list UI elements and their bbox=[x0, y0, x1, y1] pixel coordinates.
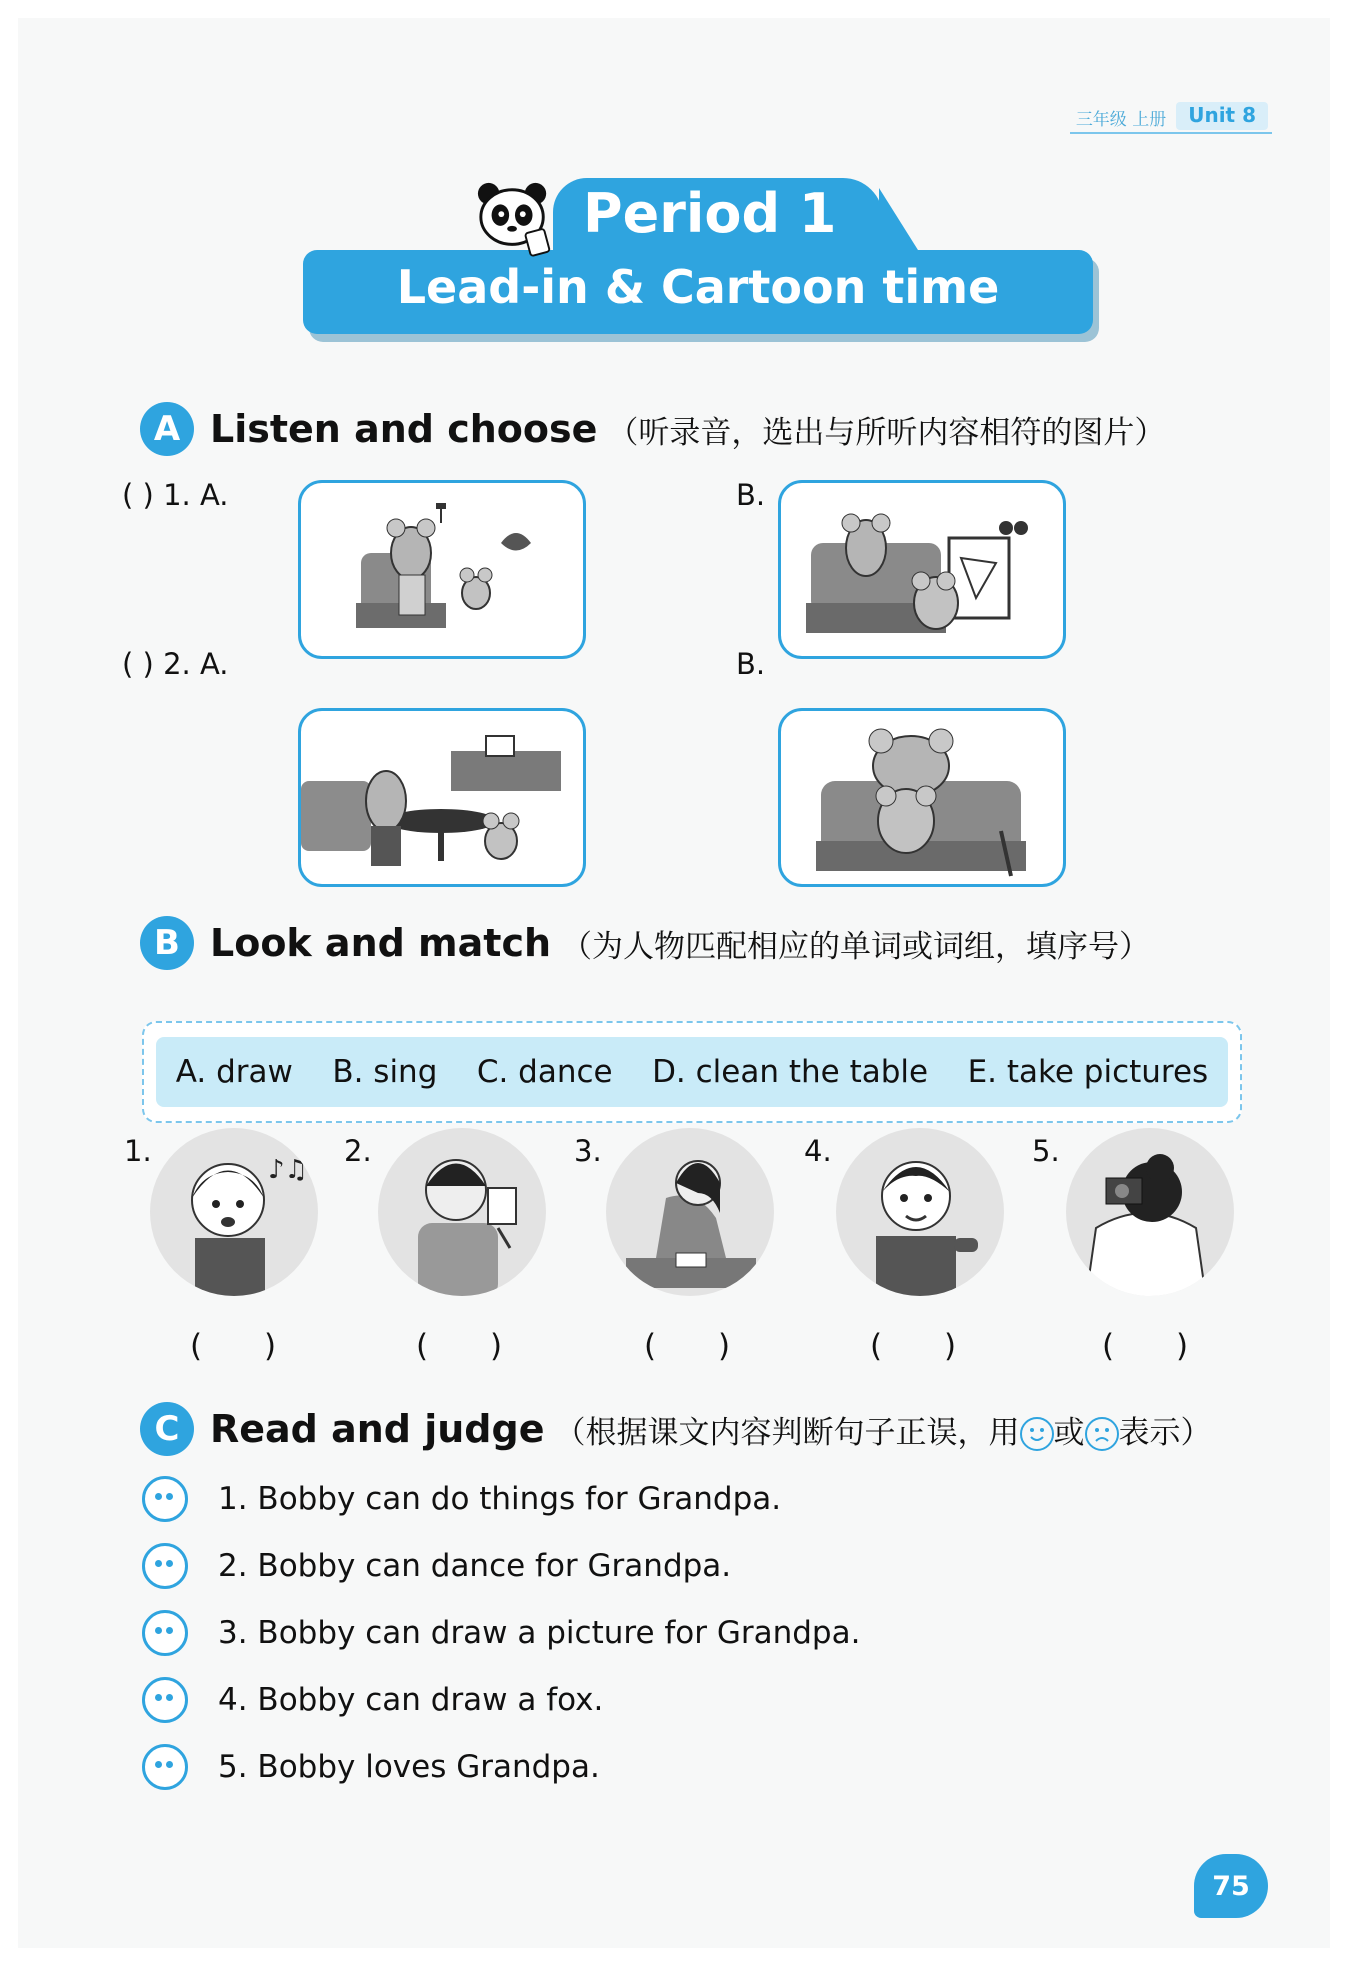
judge-statement: 5. Bobby loves Grandpa. bbox=[218, 1749, 600, 1785]
option-c: C. dance bbox=[476, 1054, 613, 1090]
person-4-answer[interactable]: ( ) bbox=[870, 1328, 983, 1364]
section-a-heading bbox=[140, 402, 1165, 456]
section-c-badge: C bbox=[140, 1402, 194, 1456]
section-b-title: Look and match bbox=[210, 921, 552, 965]
section-c-note-start: （根据课文内容判断句子正误，用 bbox=[554, 1414, 1020, 1451]
person-3-cleaning-picture bbox=[606, 1128, 774, 1296]
judge-face-icon[interactable] bbox=[142, 1610, 188, 1656]
judge-face-icon[interactable] bbox=[142, 1677, 188, 1723]
period-title: Period 1 bbox=[583, 182, 837, 245]
page-number: 75 bbox=[1194, 1854, 1268, 1918]
unit-tag bbox=[1076, 102, 1268, 130]
judge-item-4 bbox=[142, 1677, 603, 1723]
word-bank bbox=[142, 1021, 1242, 1123]
section-c-note-end: 表示） bbox=[1118, 1414, 1212, 1451]
option-d: D. clean the table bbox=[652, 1054, 929, 1090]
section-c-heading bbox=[140, 1402, 1212, 1456]
section-c-instruction bbox=[555, 1407, 1212, 1452]
section-c-title: Read and judge bbox=[210, 1407, 545, 1451]
q2-answer-label[interactable]: ( ) 2. A. bbox=[122, 647, 229, 681]
person-4-dancing-picture bbox=[836, 1128, 1004, 1296]
person-1-answer[interactable]: ( ) bbox=[190, 1328, 303, 1364]
judge-statement: 4. Bobby can draw a fox. bbox=[218, 1682, 604, 1718]
person-5-number: 5. bbox=[1032, 1134, 1060, 1168]
q1-picture-a[interactable] bbox=[298, 480, 586, 659]
section-a-title: Listen and choose bbox=[210, 407, 598, 451]
grade-label: 三年级 上册 bbox=[1075, 110, 1167, 130]
section-b-instruction: （为人物匹配相应的单词或词组，填序号） bbox=[561, 928, 1151, 965]
q1-option-b-label: B. bbox=[736, 478, 766, 512]
section-b-heading bbox=[140, 916, 1150, 970]
lesson-subtitle: Lead-in & Cartoon time bbox=[396, 260, 1000, 314]
judge-item-3 bbox=[142, 1610, 860, 1656]
person-4-number: 4. bbox=[804, 1134, 832, 1168]
word-bank-options bbox=[156, 1037, 1228, 1107]
svg-text:♪♫: ♪♫ bbox=[268, 1155, 308, 1185]
person-5-photo-picture bbox=[1066, 1128, 1234, 1296]
q2-picture-a[interactable] bbox=[298, 708, 586, 887]
unit-label: Unit 8 bbox=[1176, 102, 1268, 130]
judge-statement: 3. Bobby can draw a picture for Grandpa. bbox=[218, 1615, 861, 1651]
person-2-drawing-picture bbox=[378, 1128, 546, 1296]
person-3-number: 3. bbox=[574, 1134, 602, 1168]
section-b-badge: B bbox=[140, 916, 194, 970]
person-2-answer[interactable]: ( ) bbox=[416, 1328, 529, 1364]
q1-picture-b[interactable] bbox=[778, 480, 1066, 659]
judge-face-icon[interactable] bbox=[142, 1476, 188, 1522]
q2-option-b-label: B. bbox=[736, 647, 766, 681]
judge-statement: 1. Bobby can do things for Grandpa. bbox=[218, 1481, 782, 1517]
person-1-number: 1. bbox=[124, 1134, 152, 1168]
judge-item-5 bbox=[142, 1744, 600, 1790]
option-b: B. sing bbox=[332, 1054, 438, 1090]
option-e: E. take pictures bbox=[967, 1054, 1209, 1090]
unit-underline bbox=[1070, 132, 1272, 134]
period-banner bbox=[303, 178, 1103, 338]
option-a: A. draw bbox=[175, 1054, 293, 1090]
section-c-note-or: 或 bbox=[1053, 1414, 1085, 1451]
person-2-number: 2. bbox=[344, 1134, 372, 1168]
worksheet-page bbox=[18, 18, 1330, 1948]
q1-answer-label[interactable]: ( ) 1. A. bbox=[122, 478, 229, 512]
judge-face-icon[interactable] bbox=[142, 1744, 188, 1790]
person-3-answer[interactable]: ( ) bbox=[644, 1328, 757, 1364]
judge-face-icon[interactable] bbox=[142, 1543, 188, 1589]
sad-face-icon bbox=[1085, 1417, 1119, 1451]
q2-picture-b[interactable] bbox=[778, 708, 1066, 887]
section-a-badge: A bbox=[140, 402, 194, 456]
judge-item-2 bbox=[142, 1543, 731, 1589]
section-a-instruction: （听录音，选出与所听内容相符的图片） bbox=[607, 414, 1166, 451]
judge-statement: 2. Bobby can dance for Grandpa. bbox=[218, 1548, 732, 1584]
judge-item-1 bbox=[142, 1476, 781, 1522]
person-1-singing-picture bbox=[150, 1128, 318, 1296]
person-5-answer[interactable]: ( ) bbox=[1102, 1328, 1215, 1364]
panda-icon bbox=[475, 180, 553, 258]
smile-face-icon bbox=[1020, 1417, 1054, 1451]
